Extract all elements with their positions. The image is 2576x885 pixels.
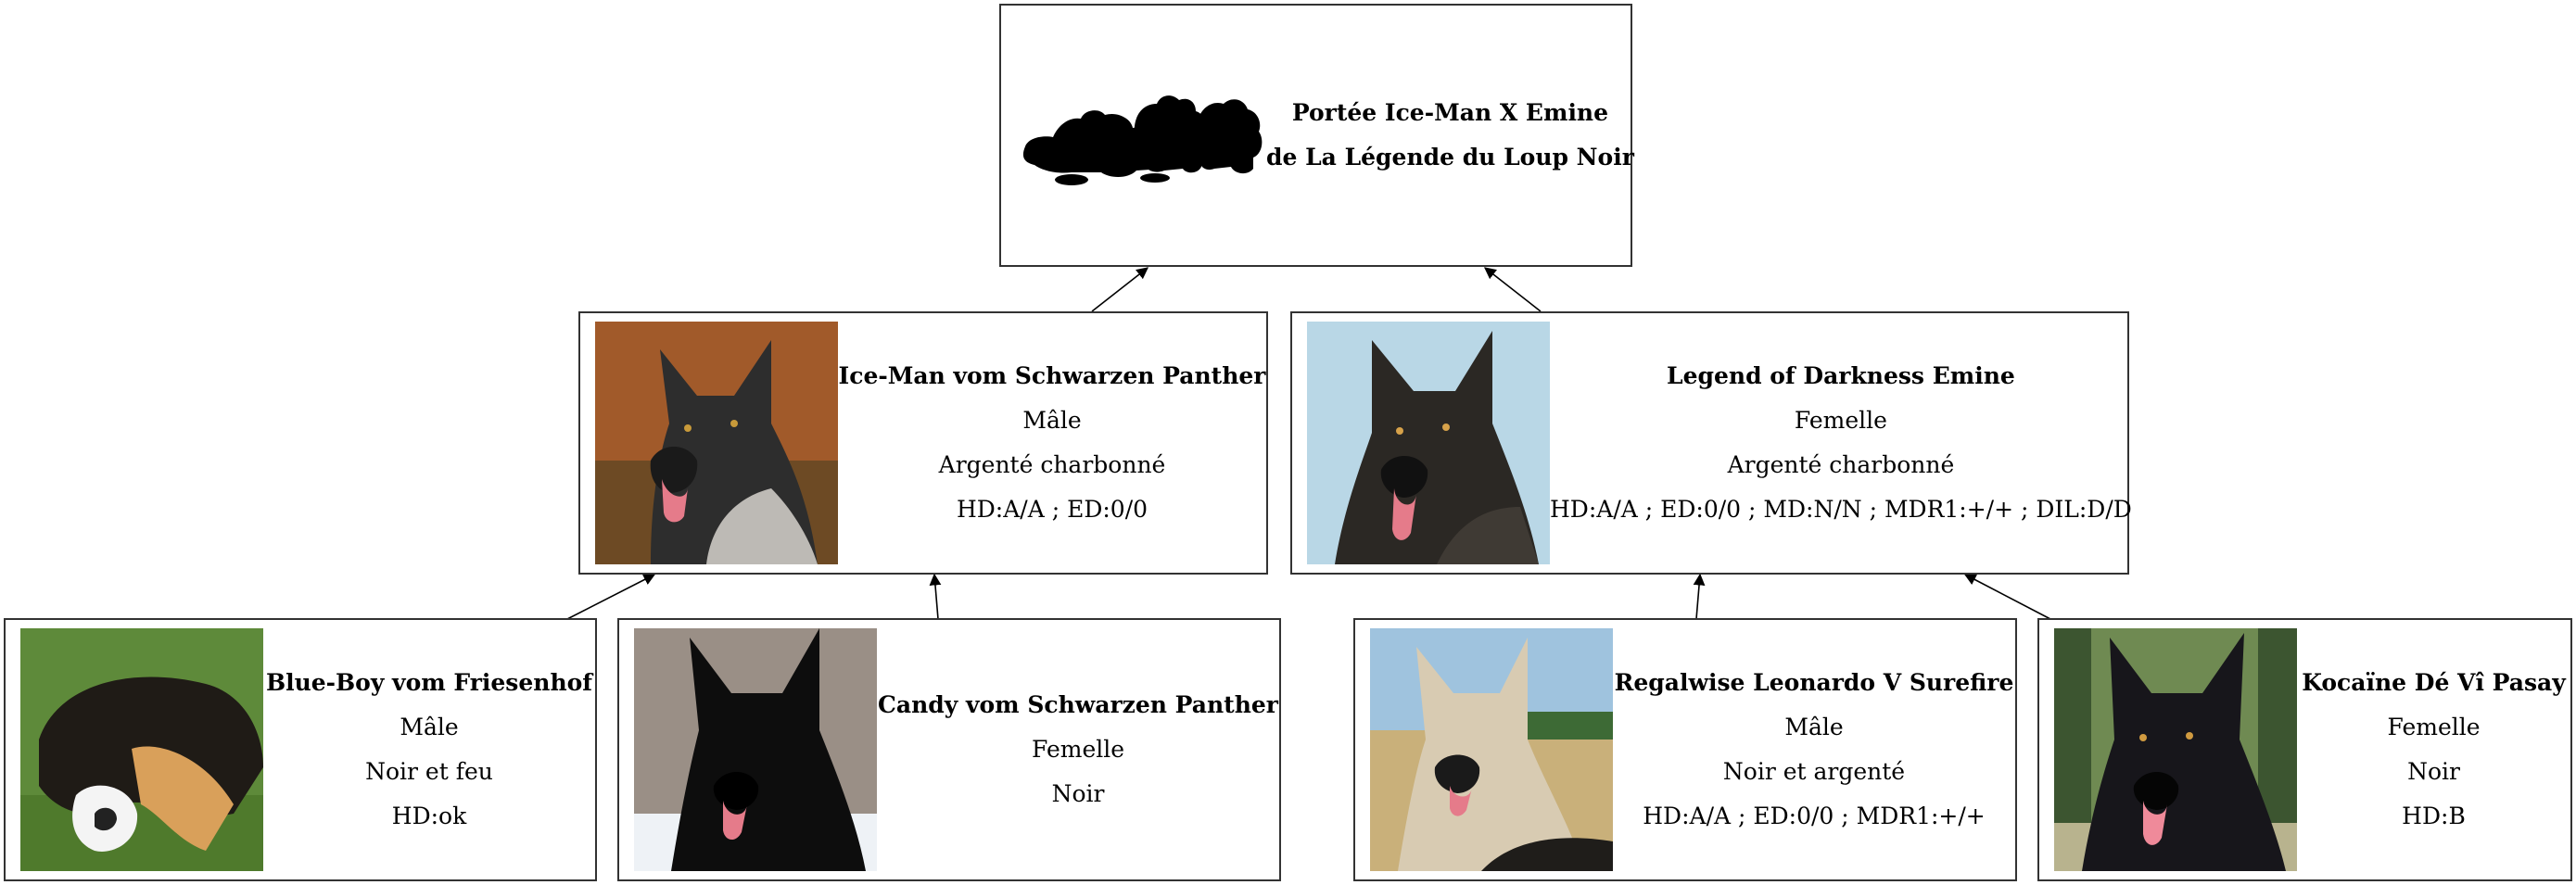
sire-sex: Mâle [1022,407,1082,434]
sire-sire-node [4,618,597,881]
dam-dam-sex: Femelle [2387,714,2481,740]
sire-dam-node [617,618,1281,881]
dam-dam-name: Kocaïne Dé Vî Pasay [2302,669,2566,696]
sire-sire-name: Blue-Boy vom Friesenhof [265,669,593,696]
dam-sire-sex: Mâle [1784,714,1844,740]
dam-sire-health: HD:A/A ; ED:0/0 ; MDR1:+/+ [1643,803,1986,829]
dam-sire-name: Regalwise Leonardo V Surefire [1614,669,2014,696]
sire-name: Ice-Man vom Schwarzen Panther [838,362,1266,389]
litter-node [999,4,1632,267]
edge-siresire-to-sire [567,575,654,619]
dog-photo-cream-icon [1370,628,1613,871]
litter-title: Portée Ice-Man X Emine [1291,99,1609,126]
edge-damsire-to-dam [1696,575,1700,619]
dog-photo-black-snow-icon [634,628,877,871]
dog-photo-dark-sable-icon [1307,322,1550,564]
edge-damdam-to-dam [1965,575,2050,619]
dam-node [1290,311,2132,575]
dam-health: HD:A/A ; ED:0/0 ; MD:N/N ; MDR1:+/+ ; DIL:D/D [1550,496,2132,523]
sire-dam-sex: Femelle [1031,736,1125,763]
dog-photo-black-forest-icon [2054,628,2297,871]
litter-subtitle: de La Légende du Loup Noir [1266,144,1634,171]
dam-dam-color: Noir [2407,758,2460,785]
dam-sex: Femelle [1794,407,1887,434]
sire-node [578,311,1268,575]
dam-name: Legend of Darkness Emine [1667,362,2015,389]
edge-dam-to-litter [1485,268,1541,311]
dam-dam-node [2037,618,2572,881]
dam-dam-health: HD:B [2402,803,2466,829]
dog-photo-black-tan-icon [20,628,263,871]
puppies-silhouette-icon [1016,70,1266,200]
sire-color: Argenté charbonné [938,451,1166,478]
sire-sire-health: HD:ok [391,803,467,829]
edge-sire-to-litter [1092,268,1148,311]
dog-photo-silver-sable-icon [595,322,838,564]
sire-dam-name: Candy vom Schwarzen Panther [878,691,1278,718]
dam-color: Argenté charbonné [1727,451,1955,478]
sire-health: HD:A/A ; ED:0/0 [956,496,1148,523]
sire-dam-color: Noir [1051,780,1105,807]
dam-sire-node [1353,618,2017,881]
edge-siredam-to-sire [934,575,938,619]
dam-sire-color: Noir et argenté [1722,758,1906,785]
sire-sire-sex: Mâle [400,714,459,740]
sire-sire-color: Noir et feu [365,758,493,785]
